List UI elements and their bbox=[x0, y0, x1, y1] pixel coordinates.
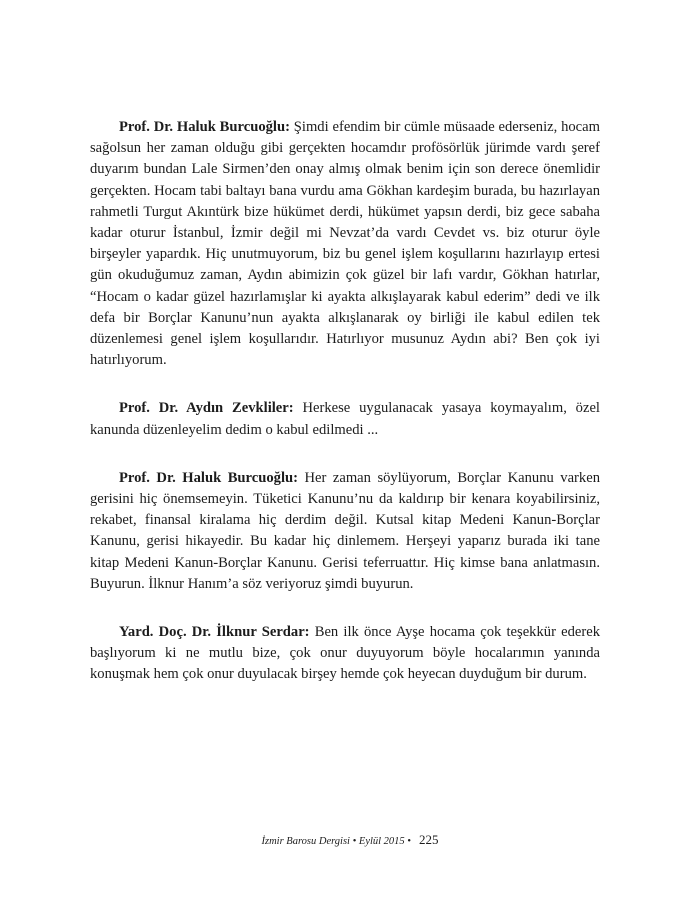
paragraph-2 bbox=[90, 398, 600, 440]
page-footer bbox=[0, 831, 700, 849]
document-body bbox=[90, 117, 600, 713]
speaker-name: Yard. Doç. Dr. İlknur Serdar: bbox=[119, 624, 310, 641]
paragraph-text: Her zaman söylüyorum, Borçlar Kanunu varken gerisini hiç önemsemeyin. Tüketici Kanunu’nu da kaldırıp bir kenara koyabilirsiniz, rekabet, finansal kiralama hiç derdim değil. Kutsal kitap Medeni Kanun-Borçlar Kanunu, gerisi hikayedir. Bu kadar hiç dinlemem. Herşeyi yaparız burada iki tane kitap Medeni Kanun-Borçlar Kanunu. Gerisi teferruattır. Hiç kimse bana anlatmasın. Buyurun. İlknur Hanım’a söz veriyoruz şimdi buyurun. bbox=[90, 469, 600, 592]
paragraph-1 bbox=[90, 117, 600, 371]
paragraph-4 bbox=[90, 622, 600, 686]
speaker-name: Prof. Dr. Aydın Zevkliler: bbox=[119, 400, 294, 417]
page-number: 225 bbox=[419, 832, 439, 847]
speaker-name: Prof. Dr. Haluk Burcuoğlu: bbox=[119, 469, 298, 486]
paragraph-text: Herkese uygulanacak yasaya koymayalım, özel kanunda düzenleyelim dedim o kabul edilmedi ... bbox=[90, 400, 600, 438]
journal-name: İzmir Barosu Dergisi • Eylül 2015 • bbox=[261, 836, 411, 847]
paragraph-text: Şimdi efendim bir cümle müsaade ederseniz, hocam sağolsun her zaman olduğu gibi gerçekten hocamdır profösörlük jürimde vardı şeref duyarım bundan Lale Sirmen’den onay almış olmak benim için son derece önemlidir gerçekten. Hocam tabi baltayı bana vurdu ama Gökhan kardeşim burada, bu hazırlayan rahmetli Turgut Akıntürk bize hükümet derdi, hükümet yapsın derdi, biz gece sabaha kadar oturur İstanbul, İzmir değil mi Nevzat’da vardı Cevdet vs. biz oturur öyle birşeyler yapardık. Hiç unutmuyorum, biz bu genel işlem koşullarını hazırlayıp ertesi gün okuduğumuz zaman, Aydın abimizin çok güzel bir lafı vardır, Gökhan hatırlar, “Hocam o kadar güzel hazırlamışlar ki ayakta alkışlayarak kabul ederim” dedi ve ilk defa bir Borçlar Kanunu’nun ayakta alkışlanarak oy birliği ile kabul edilen tek düzenlemesi genel işlem koşullarıdır. Hatırlıyor musunuz Aydın abi? Ben çok iyi hatırlıyorum. bbox=[90, 119, 600, 369]
paragraph-text: Ben ilk önce Ayşe hocama çok teşekkür ederek başlıyorum ki ne mutlu bize, çok onur duyuyorum böyle hocalarımın yanında konuşmak hem çok onur duyulacak birşey hemde çok heyecan duyduğum bir durum. bbox=[90, 624, 600, 683]
paragraph-3 bbox=[90, 468, 600, 595]
speaker-name: Prof. Dr. Haluk Burcuoğlu: bbox=[119, 119, 290, 135]
